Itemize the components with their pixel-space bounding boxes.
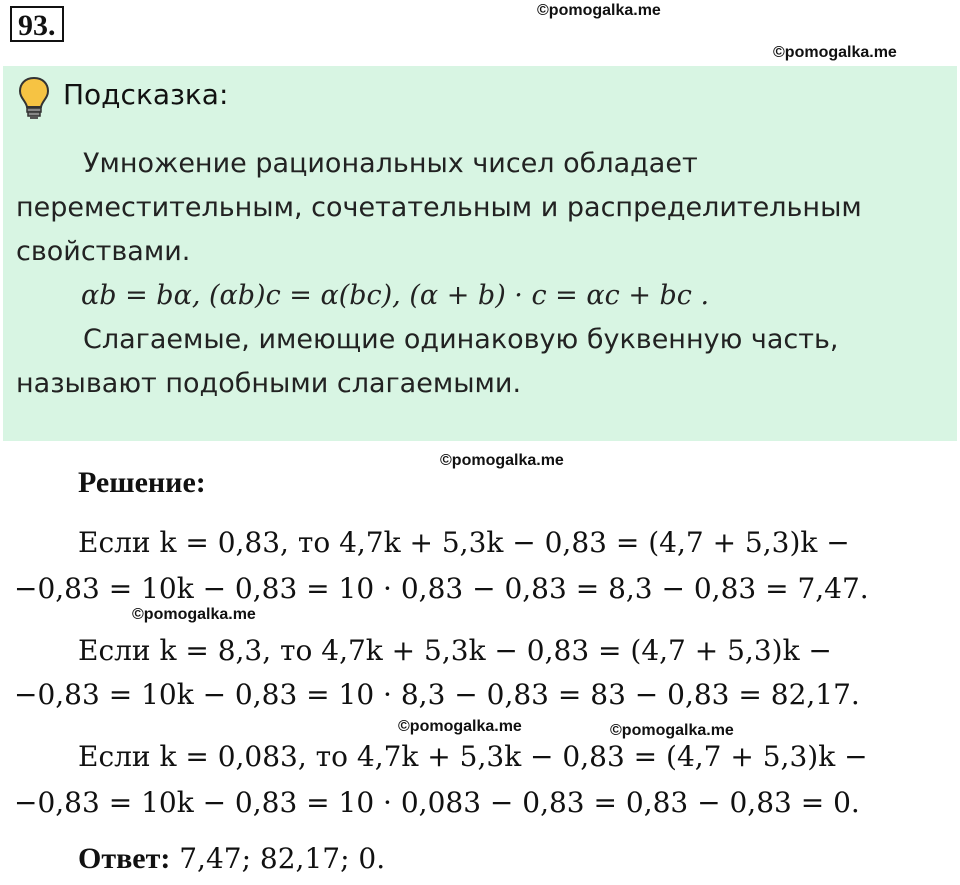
solution-label: Решение: [78, 466, 206, 499]
watermark: ©pomogalka.me [132, 606, 256, 623]
answer-label: Ответ: [78, 842, 171, 875]
watermark: ©pomogalka.me [610, 722, 734, 739]
hint-text: называют подобными слагаемыми. [16, 368, 522, 399]
hint-text: свойствами. [16, 236, 191, 267]
hint-text: Слагаемые, имеющие одинаковую буквенную часть, [83, 324, 839, 355]
answer-value: 7,47; 82,17; 0. [179, 842, 386, 875]
hint-text: Умножение рациональных чисел обладает [83, 148, 698, 179]
hint-box [3, 66, 957, 441]
solution-line: −0,83 = 10k − 0,83 = 10 · 8,3 − 0,83 = 83 − 0,83 = 82,17. [14, 678, 860, 711]
solution-line: Если k = 0,83, то 4,7k + 5,3k − 0,83 = (4,7 + 5,3)k − [78, 526, 850, 559]
hint-formula: αb = bα, (αb)c = α(bc), (α + b) · c = αc + bc . [81, 280, 710, 311]
watermark: ©pomogalka.me [398, 718, 522, 735]
watermark: ©pomogalka.me [773, 44, 897, 61]
task-number: 93. [10, 6, 64, 42]
watermark: ©pomogalka.me [440, 452, 564, 469]
solution-line: Если k = 8,3, то 4,7k + 5,3k − 0,83 = (4,7 + 5,3)k − [78, 634, 832, 667]
solution-line: −0,83 = 10k − 0,83 = 10 · 0,83 − 0,83 = 8,3 − 0,83 = 7,47. [14, 572, 869, 605]
watermark: ©pomogalka.me [537, 2, 661, 19]
solution-line: −0,83 = 10k − 0,83 = 10 · 0,083 − 0,83 = 0,83 − 0,83 = 0. [14, 786, 860, 819]
hint-title: Подсказка: [63, 78, 229, 111]
solution-line: Если k = 0,083, то 4,7k + 5,3k − 0,83 = (4,7 + 5,3)k − [78, 740, 868, 773]
answer [78, 842, 385, 876]
lightbulb-icon [17, 76, 51, 120]
hint-text: переместительным, сочетательным и распределительным [16, 192, 862, 223]
